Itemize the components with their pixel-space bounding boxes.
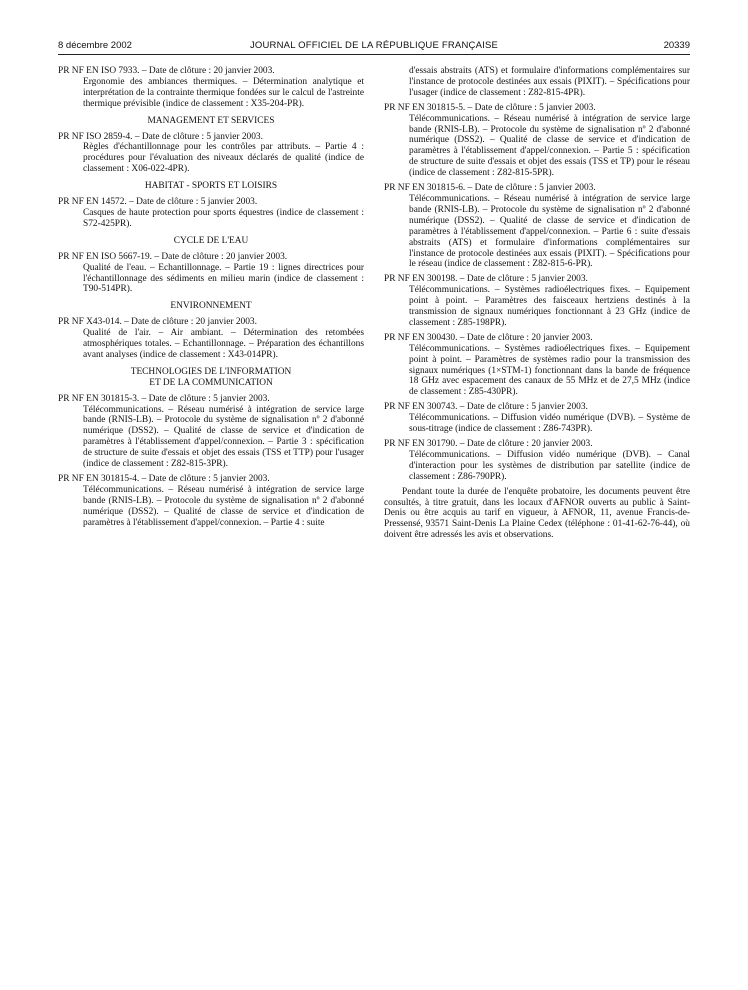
standard-entry bbox=[384, 183, 690, 270]
section-heading bbox=[58, 367, 364, 389]
standard-entry bbox=[58, 66, 364, 110]
entry-description: Règles d'échantillonnage pour les contrôles par attributs. – Partie 4 : procédures pour l'évaluation des niveaux déclarés de qualité (indice de classement : X06-022-4PR). bbox=[83, 142, 364, 175]
entry-description: Ergonomie des ambiances thermiques. – Détermination analytique et interprétation de la contrainte thermique fondées sur le calcul de l'astreinte thermique prévisible (indice de classement : X35-204-PR). bbox=[83, 76, 364, 109]
section-heading: CYCLE DE L'EAU bbox=[173, 235, 249, 246]
standard-entry bbox=[384, 333, 690, 398]
section-heading: MANAGEMENT ET SERVICES bbox=[147, 115, 275, 126]
entry-reference: PR NF EN 301815-3. – Date de clôture : 5 janvier 2003. bbox=[58, 393, 270, 404]
entry-reference: PR NF EN 300743. – Date de clôture : 5 janvier 2003. bbox=[384, 402, 588, 413]
standard-entry-continued bbox=[384, 66, 690, 99]
entry-reference: PR NF EN 301790. – Date de clôture : 20 janvier 2003. bbox=[384, 439, 593, 449]
entry-reference: PR NF EN 301815-4. – Date de clôture : 5 janvier 2003. bbox=[58, 474, 270, 484]
entry-reference: PR NF EN 301815-5. – Date de clôture : 5 janvier 2003. bbox=[384, 102, 596, 113]
standard-entry bbox=[58, 317, 364, 361]
section-heading: ENVIRONNEMENT bbox=[170, 301, 252, 312]
entry-reference: PR NF ISO 2859-4. – Date de clôture : 5 janvier 2003. bbox=[58, 131, 263, 142]
entry-description: Télécommunications. – Systèmes radioélectriques fixes. – Equipement point à point. – Paramètres de systèmes radio pour la transmission des signaux numériques (1×STM-1) fonctionnant dans la bande de fréquence 18 GHz avec espacement des canaux de 55 MHz et de 27,5 MHz (indice de classement : Z85-430PR). bbox=[409, 343, 690, 398]
left-column bbox=[58, 66, 364, 533]
standard-entry bbox=[58, 394, 364, 470]
standard-entry bbox=[58, 252, 364, 296]
entry-reference: PR NF X43-014. – Date de clôture : 20 janvier 2003. bbox=[58, 317, 257, 328]
entry-reference: PR NF EN 301815-6. – Date de clôture : 5 janvier 2003. bbox=[384, 183, 596, 194]
entry-description: Qualité de l'air. – Air ambiant. – Détermination des retombées atmosphériques totales. – Echantillonnage. – Préparation des échantillons avant analyses (indice de classement : X43-014PR). bbox=[83, 328, 364, 360]
entry-description: Télécommunications. – Réseau numérisé à intégration de service large bande (RNIS-LB). – Protocole du système de signalisation nº 2 d'abonné numérique (DSS2). – Qualité de classe de service et d'indication de paramètres à l'établissement d'appel/connexion. – Partie 4 : suite bbox=[83, 484, 364, 528]
page-header bbox=[58, 40, 690, 54]
entry-description: Qualité de l'eau. – Echantillonnage. – Partie 19 : lignes directrices pour l'échantillonnage des sédiments en milieu marin (indice de classement : T90-514PR). bbox=[83, 262, 364, 295]
section-heading-line: ET DE LA COMMUNICATION bbox=[149, 377, 273, 388]
right-column bbox=[384, 66, 690, 541]
entry-description: Télécommunications. – Systèmes radioélectriques fixes. – Equipement point à point. – Paramètres des faisceaux hertziens destinés à la transmission de signaux numériques fonctionnant à 23 GHz (indice de classement : Z85-198PR). bbox=[409, 285, 690, 328]
section-heading-line: TECHNOLOGIES DE L'INFORMATION bbox=[130, 366, 292, 377]
standard-entry bbox=[58, 197, 364, 230]
header-rule bbox=[58, 54, 690, 55]
issue-date: 8 décembre 2002 bbox=[58, 40, 132, 51]
entry-description: d'essais abstraits (ATS) et formulaire d'informations complémentaires sur l'instance de protocole destinées aux essais (PIXIT). – Spécifications pour l'usager (indice de classement : Z82-815-4PR). bbox=[409, 66, 690, 98]
entry-reference: PR NF EN 300198. – Date de clôture : 5 janvier 2003. bbox=[384, 274, 588, 285]
standard-entry bbox=[384, 274, 690, 329]
standard-entry bbox=[384, 402, 690, 435]
journal-title: JOURNAL OFFICIEL DE LA RÉPUBLIQUE FRANÇAISE bbox=[249, 40, 499, 51]
entry-description: Télécommunications. – Réseau numérisé à intégration de service large bande (RNIS-LB). – Protocole du système de signalisation nº 2 d'abonné numérique (DSS2). – Qualité de classe de service et d'indication de paramètres à l'établissement d'appel/connexion. – Partie 6 : suite d'essais abstraits (ATS) et formulaire d'informations complémentaires sur l'instance de protocole destinées aux essais (PIXIT). – Spécifications pour le réseau (indice de classement : Z82-815-6-PR). bbox=[409, 193, 690, 270]
closing-paragraph: Pendant toute la durée de l'enquête probatoire, les documents peuvent être consultés, à titre gratuit, dans les locaux d'AFNOR ouverts au public à Saint-Denis ou être acquis au tarif en vigueur, à AFNOR, 11, avenue Francis-de-Pressensé, 93571 Saint-Denis La Plaine Cedex (téléphone : 01-41-62-76-44), où doivent être adressés les avis et observations. bbox=[384, 486, 690, 541]
entry-reference: PR NF EN ISO 7933. – Date de clôture : 20 janvier 2003. bbox=[58, 66, 275, 76]
page-number: 20339 bbox=[663, 40, 690, 51]
section-heading: HABITAT - SPORTS ET LOISIRS bbox=[144, 181, 278, 192]
standard-entry bbox=[58, 132, 364, 176]
standard-entry bbox=[58, 474, 364, 529]
entry-reference: PR NF EN ISO 5667-19. – Date de clôture : 20 janvier 2003. bbox=[58, 251, 288, 262]
entry-reference: PR NF EN 14572. – Date de clôture : 5 janvier 2003. bbox=[58, 197, 258, 208]
entry-reference: PR NF EN 300430. – Date de clôture : 20 janvier 2003. bbox=[384, 332, 593, 343]
entry-description: Télécommunications. – Diffusion vidéo numérique (DVB). – Système de sous-titrage (indice de classement : Z86-743PR). bbox=[409, 413, 690, 435]
standard-entry bbox=[384, 439, 690, 483]
entry-description: Télécommunications. – Réseau numérisé à intégration de service large bande (RNIS-LB). – Protocole du système de signalisation nº 2 d'abonné numérique (DSS2). – Qualité de classe de service et d'indication de paramètres à l'établissement d'appel/connexion. – Partie 3 : spécification de structure de suite d'essais et objet des essais (TSS et TTP) pour l'usager (indice de classement : Z82-815-3PR). bbox=[83, 404, 364, 470]
entry-description: Télécommunications. – Diffusion vidéo numérique (DVB). – Canal d'interaction pour les systèmes de distribution par satellite (indice de classement : Z86-790PR). bbox=[409, 449, 690, 482]
standard-entry bbox=[384, 103, 690, 179]
entry-description: Télécommunications. – Réseau numérisé à intégration de service large bande (RNIS-LB). – Protocole du système de signalisation nº 2 d'abonné numérique (DSS2). – Qualité de classe de service et d'indication de paramètres à l'établissement d'appel/connexion. – Partie 5 : spécification de structure de suite d'essais et objet des essais (TSS et TP) pour le réseau (indice de classement : Z82-815-5PR). bbox=[409, 113, 690, 179]
entry-description: Casques de haute protection pour sports équestres (indice de classement : S72-425PR). bbox=[83, 207, 364, 229]
